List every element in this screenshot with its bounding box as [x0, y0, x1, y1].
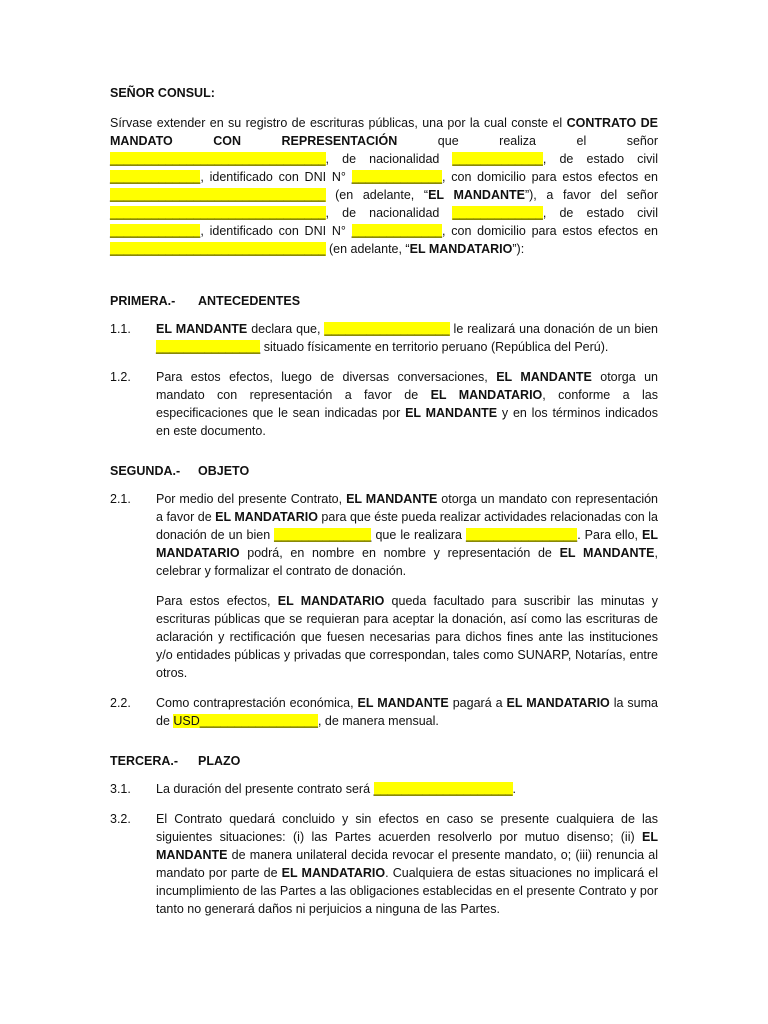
clause-2-2 [110, 694, 658, 730]
section-number: SEGUNDA.- [110, 464, 181, 478]
greeting: SEÑOR CONSUL: [110, 86, 215, 100]
blank-field-dni[interactable]: _____________ [351, 170, 443, 184]
clause-body [156, 368, 658, 440]
clause-text: . [512, 782, 517, 796]
blank-field-bien[interactable]: _______________ [156, 340, 261, 354]
party-mandatario: EL MANDATARIO [156, 528, 658, 560]
intro-text: (en adelante, “ [325, 188, 429, 202]
section-title: OBJETO [198, 464, 250, 478]
intro-text: , de nacionalidad [325, 152, 453, 166]
clause-text: El Contrato quedará concluido y sin efectos en caso se presente cualquiera de las siguientes situaciones: (i) las Partes acuerden resolverlo por mutuo disenso; (ii) [156, 812, 658, 844]
section-number: PRIMERA.- [110, 294, 176, 308]
blank-field-nacionalidad-mandatario[interactable]: _____________ [452, 206, 543, 220]
clause-text: Por medio del presente Contrato, [156, 492, 347, 506]
section-segunda [110, 464, 658, 730]
clause-text: para que éste pueda realizar actividades relacionadas con la donación de un bien [156, 510, 658, 542]
clause-text: otorga un mandato con representación a favor de [156, 492, 659, 524]
clause-paragraph [156, 490, 658, 580]
section-tercera [110, 754, 658, 918]
party-mandatario: EL MANDATARIO [215, 510, 318, 524]
blank-field-nombre-mandatario[interactable]: _______________________________ [110, 206, 326, 220]
clause-3-2 [110, 810, 658, 918]
clause-1-1 [110, 320, 658, 356]
section-heading [110, 754, 658, 768]
blank-field-domicilio-mandatario[interactable]: _______________________________ [110, 242, 326, 256]
section-number: TERCERA.- [110, 754, 179, 768]
clause-paragraph [156, 592, 658, 682]
clause-text: Para estos efectos, luego de diversas conversaciones, [156, 370, 497, 384]
intro-text: ”): [512, 242, 525, 256]
currency-label: USD [173, 714, 200, 728]
clause-3-1 [110, 780, 658, 798]
clause-text: , celebrar y formalizar el contrato de donación. [156, 546, 658, 578]
clause-text: otorga un mandato con representación a favor de [156, 370, 658, 402]
intro-text: , con domicilio para estos efectos en [442, 224, 658, 238]
party-mandante: EL MANDANTE [357, 696, 449, 710]
section-heading [110, 464, 658, 478]
clause-text: podrá, en nombre en nombre y representación de [239, 546, 560, 560]
party-mandante: EL MANDANTE [559, 546, 655, 560]
clause-text: Para estos efectos, [156, 594, 278, 608]
blank-field-dni-mandatario[interactable]: _____________ [351, 224, 443, 238]
intro-text: Sírvase extender en su registro de escrituras públicas, una por la cual conste el [110, 116, 567, 130]
intro-text: , de estado civil [542, 152, 658, 166]
clause-body [156, 810, 658, 918]
intro-paragraph [110, 114, 658, 258]
clause-1-2 [110, 368, 658, 440]
clause-2-1 [110, 490, 658, 682]
clause-text: , de manera mensual. [317, 714, 439, 728]
blank-field-nacionalidad[interactable]: _____________ [452, 152, 543, 166]
clause-text: de manera unilateral decida revocar el presente mandato, o; (iii) renuncia al mandato por parte de [156, 848, 658, 880]
party-mandante: EL MANDANTE [496, 370, 592, 384]
section-title: PLAZO [198, 754, 241, 768]
intro-text: (en adelante, “ [325, 242, 410, 256]
party-mandatario: EL MANDATARIO [506, 696, 610, 710]
party-mandante: EL MANDANTE [156, 322, 248, 336]
clause-number: 3.2. [110, 812, 131, 826]
intro-text: , con domicilio para estos efectos en [442, 170, 658, 184]
clause-number: 2.2. [110, 696, 131, 710]
clause-number: 1.1. [110, 322, 131, 336]
clause-text: . Cualquiera de estas situaciones no implicará el incumplimiento de las Partes a las obligaciones establecidas en el presente Contrato y por tanto no generará daños ni perjuicios a ninguna de las Partes. [156, 866, 659, 916]
clause-number: 3.1. [110, 782, 131, 796]
party-mandante: EL MANDANTE [405, 406, 498, 420]
intro-text: , de estado civil [542, 206, 658, 220]
blank-field-duracion[interactable]: ____________________ [373, 782, 513, 796]
intro-text: , identificado con DNI N° [200, 224, 352, 238]
clause-number: 1.2. [110, 370, 131, 384]
section-heading [110, 294, 658, 308]
clause-text: situado físicamente en territorio peruano (República del Perú). [260, 340, 609, 354]
blank-field-estado-civil[interactable]: _____________ [110, 170, 201, 184]
clause-body [156, 490, 658, 682]
intro-text: , identificado con DNI N° [200, 170, 352, 184]
clause-body [156, 320, 658, 356]
blank-field-bien[interactable]: ______________ [274, 528, 372, 542]
blank-field-donante[interactable]: ________________ [465, 528, 578, 542]
clause-number: 2.1. [110, 492, 131, 506]
clause-body [156, 694, 658, 730]
party-mandatario: EL MANDATARIO [409, 242, 513, 256]
clause-text: le realizará una donación de un bien [449, 322, 658, 336]
blank-field-domicilio[interactable]: _______________________________ [110, 188, 326, 202]
party-mandante: EL MANDANTE [156, 830, 658, 862]
blank-field-donante[interactable]: __________________ [324, 322, 450, 336]
blank-field-nombre[interactable]: _______________________________ [110, 152, 326, 166]
intro-text: ”), a favor del señor [524, 188, 658, 202]
clause-text: declara que, [247, 322, 325, 336]
party-mandante: EL MANDANTE [346, 492, 438, 506]
blank-field-estado-civil-mandatario[interactable]: _____________ [110, 224, 201, 238]
party-mandatario: EL MANDATARIO [281, 866, 386, 880]
blank-field-monto[interactable] [173, 714, 318, 728]
section-primera [110, 294, 658, 440]
clause-text: que le realizara [371, 528, 466, 542]
section-title: ANTECEDENTES [198, 294, 301, 308]
amount-blank: _________________ [199, 714, 318, 728]
party-mandante: EL MANDANTE [428, 188, 525, 202]
clause-body [156, 780, 658, 798]
party-mandatario: EL MANDATARIO [277, 594, 385, 608]
clause-text: . Para ello, [577, 528, 643, 542]
clause-text: y en los términos indicados en este documento. [156, 406, 658, 438]
clause-text: La duración del presente contrato será [156, 782, 374, 796]
clause-text: , conforme a las especificaciones que le sean indicadas por [156, 388, 658, 420]
clause-text: Como contraprestación económica, [156, 696, 358, 710]
intro-text: que realiza el señor [397, 134, 658, 148]
intro-contract-name: CONTRATO DE MANDATO CON REPRESENTACIÓN [110, 116, 658, 148]
intro-text: , de nacionalidad [325, 206, 453, 220]
party-mandatario: EL MANDATARIO [430, 388, 543, 402]
clause-text: la suma de [156, 696, 659, 728]
clause-text: queda facultado para suscribir las minutas y escrituras públicas que se requieran para aceptar la donación, así como las escrituras de aclaración y rectificación que fuesen necesarias para dichos fines ante las instituciones y/o entidades públicas y privadas que correspondan, tales como SUNARP, Notarías, entre otros. [156, 594, 658, 680]
clause-text: pagará a [448, 696, 507, 710]
